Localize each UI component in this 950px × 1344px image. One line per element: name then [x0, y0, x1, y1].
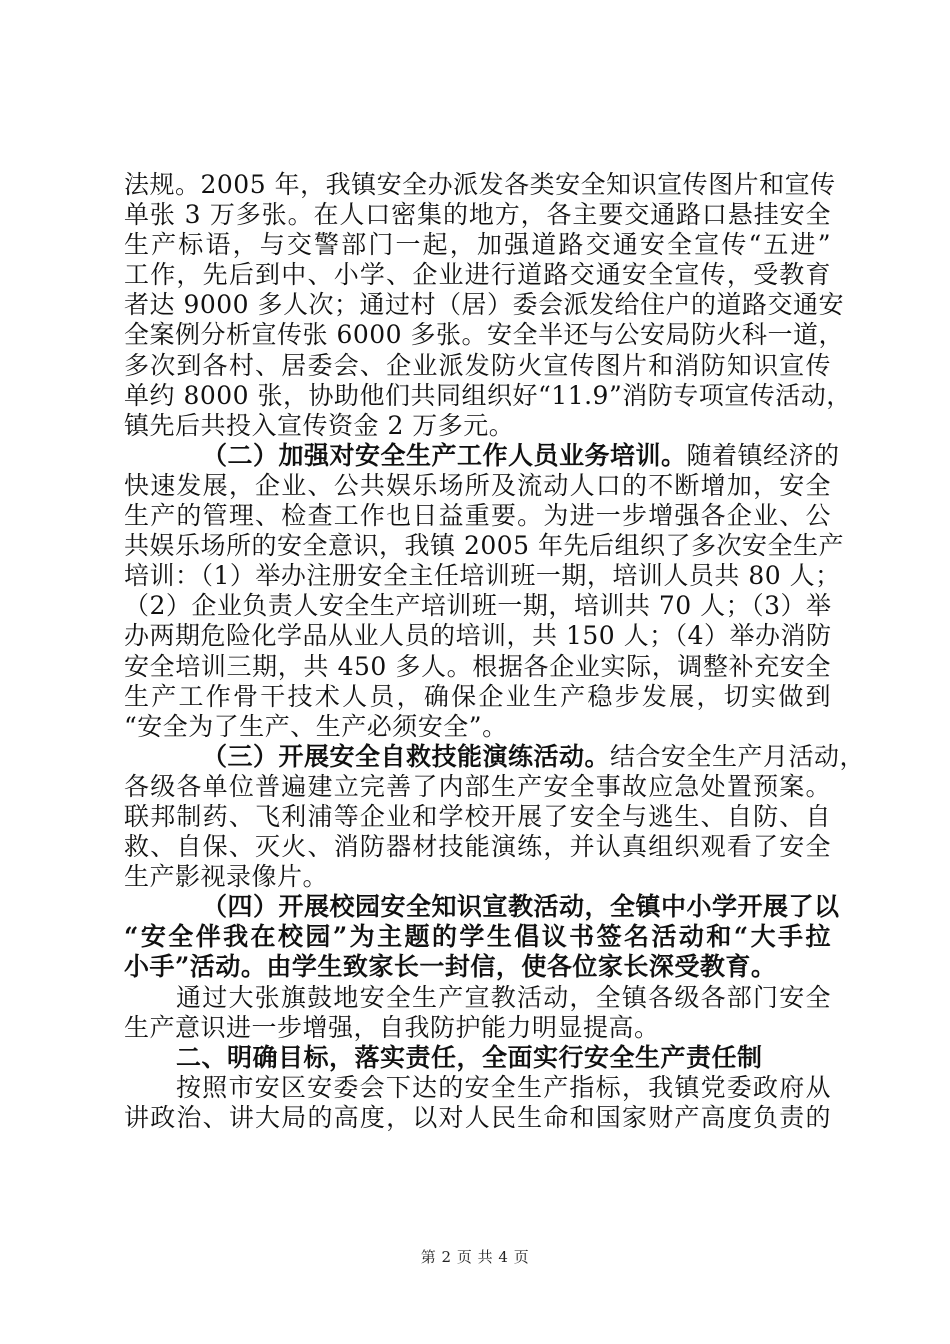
line-text: 生产的管理、检查工作也日益重要。为进一步增强各企业、公 [124, 501, 831, 531]
line-text: 快速发展，企业、公共娱乐场所及流动人口的不断增加，安全 [124, 470, 831, 500]
line-text: 培训：（1）举办注册安全主任培训班一期，培训人员共 80 人； [124, 561, 841, 591]
text-line [124, 1103, 831, 1133]
line-text: 各级各单位普遍建立完善了内部生产安全事故应急处置预案。 [124, 771, 831, 801]
line-text: 讲政治、讲大局的高度，以对人民生命和国家财产高度负责的 [124, 1102, 831, 1132]
text-line [124, 230, 831, 260]
section-heading: （二）加强对安全生产工作人员业务培训。 [202, 440, 687, 470]
line-text: 工作，先后到中、小学、企业进行道路交通安全宣传，受教育 [124, 260, 831, 290]
text-line [124, 1073, 831, 1103]
line-text: 办两期危险化学品从业人员的培训，共 150 人；（4）举办消防 [124, 621, 832, 651]
line-text: 镇先后共投入宣传资金 2 万多元。 [124, 410, 515, 440]
line-text: 单约 8000 张，协助他们共同组织好“11.9”消防专项宣传活动， [124, 380, 852, 410]
line-text: 全案例分析宣传张 6000 多张。安全半还与公安局防火科一道， [124, 320, 845, 350]
section-heading: “安全伴我在校园”为主题的学生倡议书签名活动和“大手拉 [124, 922, 831, 952]
body-text [124, 170, 866, 1133]
section-heading-line [124, 922, 831, 952]
line-text: 随着镇经济的 [686, 440, 840, 470]
text-line [124, 802, 831, 832]
page-number: 第 2 页 共 4 页 [420, 1248, 530, 1266]
section-heading: 小手”活动。由学生致家长一封信，使各位家长深受教育。 [124, 952, 777, 982]
text-line [124, 682, 831, 712]
text-line [124, 170, 836, 200]
text-line [124, 772, 831, 802]
text-line [124, 501, 831, 531]
text-line [124, 652, 831, 682]
text-line [124, 1013, 831, 1043]
text-line [124, 380, 852, 411]
line-text: 生产意识进一步增强，自我防护能力明显提高。 [124, 1012, 660, 1042]
line-text: 生产标语，与交警部门一起，加强道路交通安全宣传“五进” [124, 230, 831, 260]
line-text: 救、自保、灭火、消防器材技能演练，并认真组织观看了安全 [124, 832, 831, 862]
line-text: 生产工作骨干技术人员，确保企业生产稳步发展，切实做到 [124, 681, 831, 711]
text-line [124, 531, 845, 561]
text-line [124, 862, 831, 892]
line-text: 通过大张旗鼓地安全生产宣教活动，全镇各级各部门安全 [176, 982, 831, 1012]
line-text: 安全培训三期，共 450 多人。根据各企业实际，调整补充安全 [124, 651, 831, 681]
line-text: （2）企业负责人安全生产培训班一期，培训共 70 人；（3）举 [124, 591, 832, 621]
section-heading-line [124, 741, 866, 772]
text-line [124, 621, 831, 651]
text-line [124, 290, 845, 320]
text-line [124, 200, 831, 230]
line-text: 联邦制药、飞利浦等企业和学校开展了安全与逃生、自防、自 [124, 801, 831, 831]
section-heading: （四）开展校园安全知识宣教活动，全镇中小学开展了以 [202, 892, 840, 922]
line-text: 按照市安区安委会下达的安全生产指标，我镇党委政府从 [176, 1072, 831, 1102]
line-text: 结合安全生产月活动， [610, 741, 866, 771]
section-heading-line [124, 440, 840, 471]
page-footer [0, 1246, 950, 1267]
section-heading: （三）开展安全自救技能演练活动。 [202, 741, 611, 771]
chapter-heading-line [124, 1043, 831, 1073]
line-text: 生产影视录像片。 [124, 862, 329, 892]
text-line [124, 561, 841, 591]
text-line [124, 411, 831, 441]
chapter-heading: 二、明确目标，落实责任，全面实行安全生产责任制 [176, 1042, 763, 1072]
text-line [124, 351, 831, 381]
text-line [124, 320, 845, 350]
text-line [124, 983, 831, 1013]
section-heading-line [124, 952, 831, 982]
text-line [124, 832, 831, 862]
line-text: 共娱乐场所的安全意识，我镇 2005 年先后组织了多次安全生产 [124, 531, 845, 561]
line-text: “安全为了生产、生产必须安全”。 [124, 711, 508, 741]
text-line [124, 591, 831, 621]
line-text: 多次到各村、居委会、企业派发防火宣传图片和消防知识宣传 [124, 350, 831, 380]
text-line [124, 712, 831, 742]
text-line [124, 260, 831, 290]
line-text: 单张 3 万多张。在人口密集的地方，各主要交通路口悬挂安全 [124, 200, 831, 230]
line-text: 者达 9000 多人次；通过村（居）委会派发给住户的道路交通安 [124, 290, 845, 320]
section-heading-line [124, 892, 840, 922]
line-text: 法规。2005 年，我镇安全办派发各类安全知识宣传图片和宣传 [124, 170, 836, 199]
text-line [124, 471, 831, 501]
